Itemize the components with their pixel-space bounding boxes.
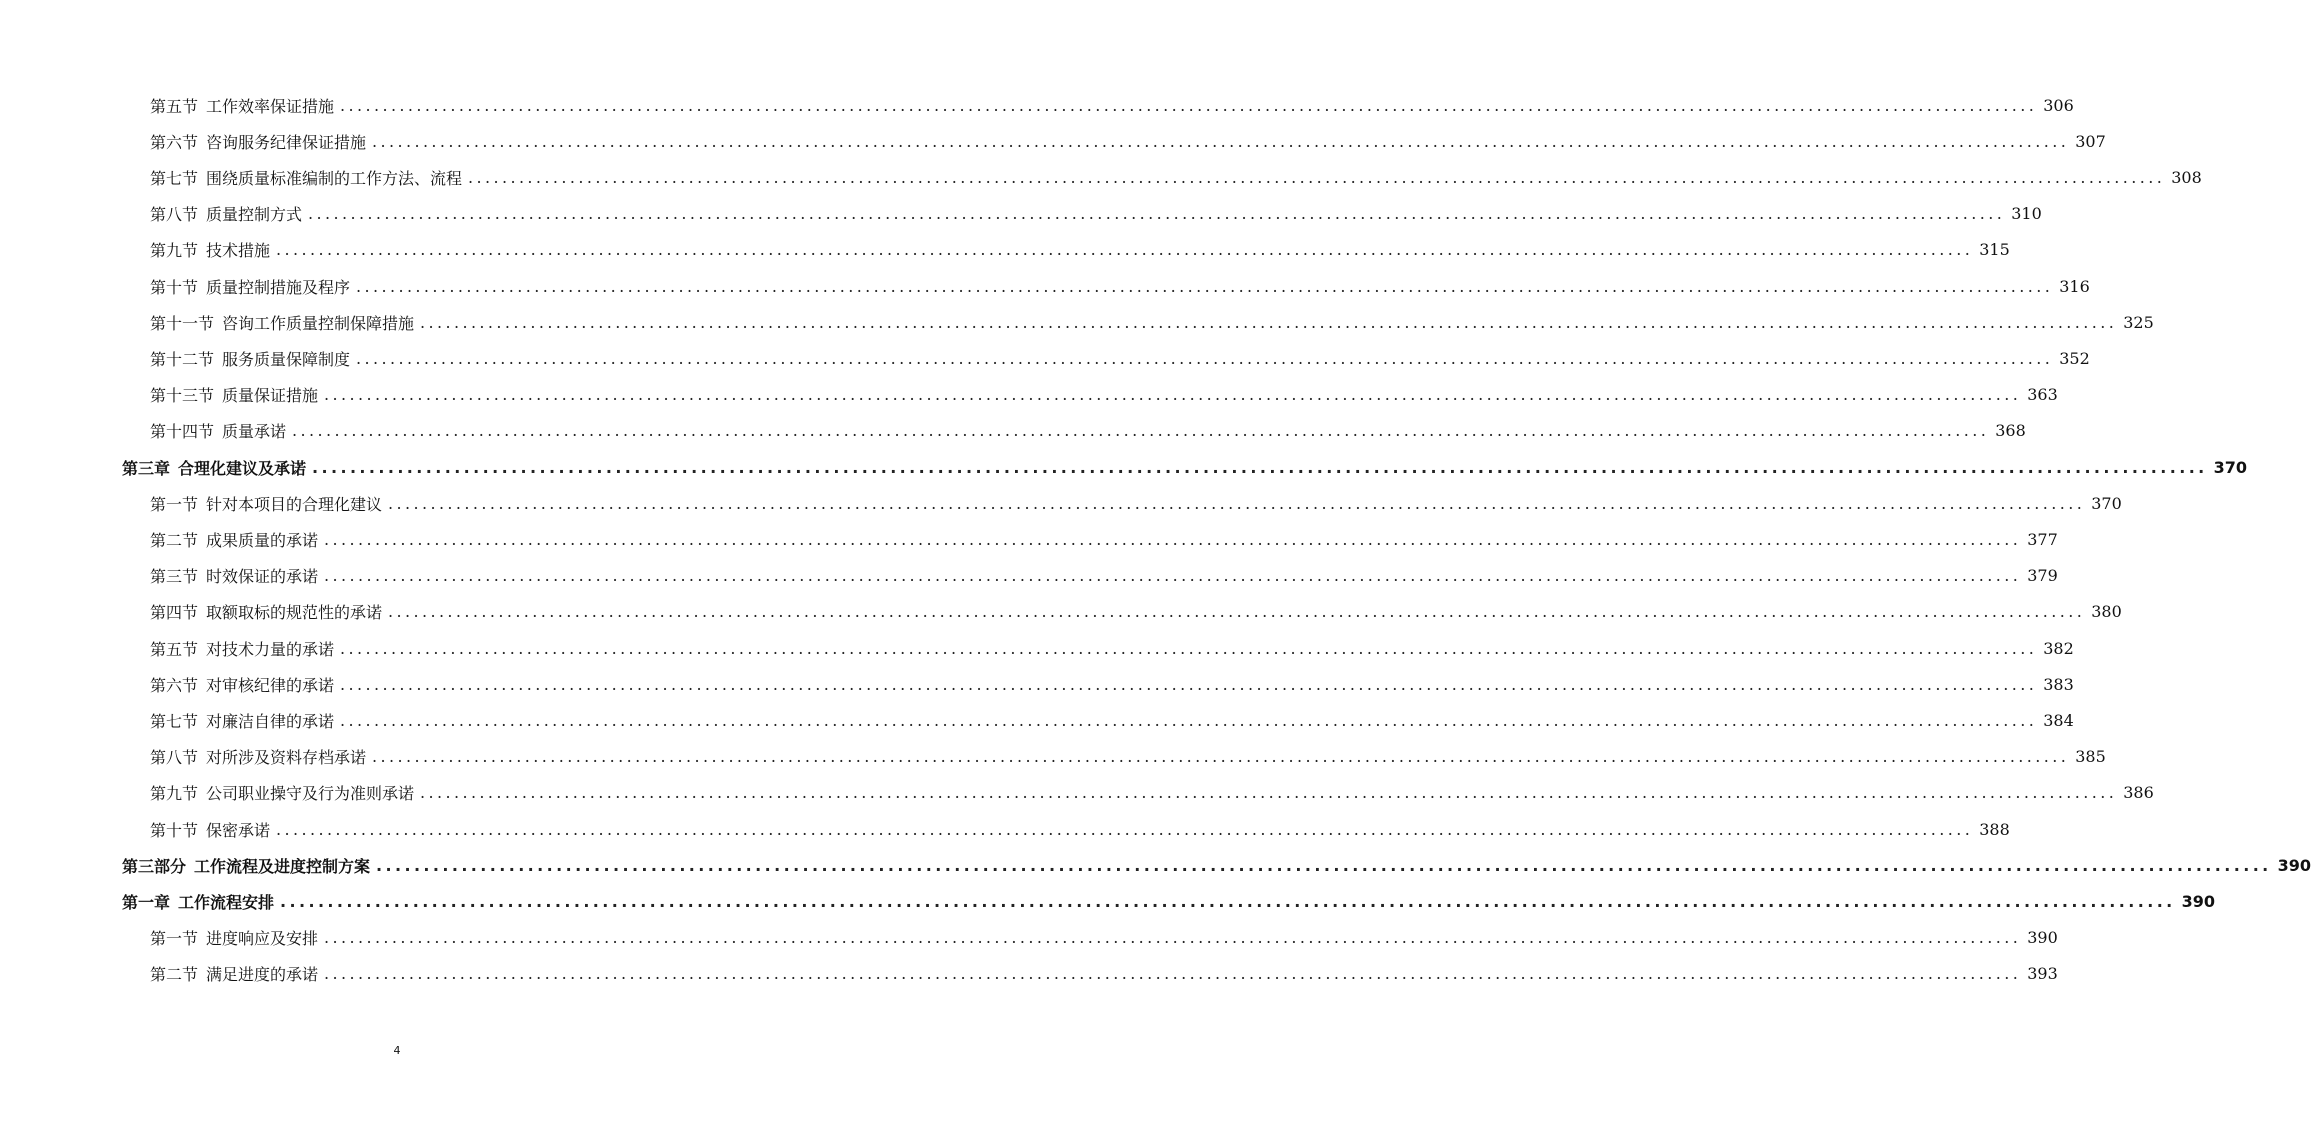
toc-dot-leader: ........................................................................................................................................................................................................ xyxy=(372,131,2070,151)
toc-entry[interactable] xyxy=(0,850,2311,880)
toc-entry-title: 进度响应及安排 xyxy=(206,929,319,949)
toc-entry[interactable] xyxy=(0,271,2090,301)
toc-dot-leader: ........................................................................................................................................................................................................ xyxy=(340,674,2038,694)
toc-entry-page: 370 xyxy=(2091,493,2122,513)
toc-entry-label xyxy=(150,745,366,768)
toc-dot-leader: ........................................................................................................................................................................................................ xyxy=(276,819,1974,839)
toc-entry-page: 308 xyxy=(2171,167,2202,187)
toc-entry[interactable] xyxy=(0,452,2248,482)
toc-entry-label xyxy=(122,456,306,479)
toc-entry-number: 第五节 xyxy=(150,639,199,659)
toc-entry-label xyxy=(150,311,414,334)
toc-entry-title: 保密承诺 xyxy=(206,820,271,840)
toc-entry-label xyxy=(150,637,334,660)
toc-dot-leader: ........................................................................................................................................................................................................ xyxy=(356,276,2054,296)
toc-entry-label xyxy=(150,926,318,949)
toc-entry-number: 第三节 xyxy=(150,567,199,587)
toc-entry-label xyxy=(150,383,318,406)
toc-entry[interactable] xyxy=(0,235,2010,265)
toc-entry-number: 第十三节 xyxy=(150,386,215,406)
toc-entry-title: 工作效率保证措施 xyxy=(206,96,335,116)
toc-dot-leader: ........................................................................................................................................................................................................ xyxy=(468,167,2166,187)
toc-entry-label xyxy=(150,709,334,732)
toc-entry-number: 第八节 xyxy=(150,748,199,768)
toc-entry-page: 390 xyxy=(2277,855,2311,875)
toc-entry-label xyxy=(122,854,370,877)
toc-entry-page: 315 xyxy=(1979,240,2010,260)
toc-entry-label xyxy=(150,275,350,298)
toc-entry-number: 第九节 xyxy=(150,784,199,804)
toc-entry-number: 第十节 xyxy=(150,820,199,840)
toc-entry[interactable] xyxy=(0,669,2074,699)
toc-entry-page: 306 xyxy=(2043,95,2074,115)
toc-entry-title: 质量控制措施及程序 xyxy=(206,277,351,297)
toc-dot-leader: ........................................................................................................................................................................................................ xyxy=(340,95,2038,115)
toc-entry-label xyxy=(150,818,270,841)
toc-entry-title: 工作流程安排 xyxy=(178,892,275,912)
toc-entry-page: 352 xyxy=(2059,348,2090,368)
toc-entry-label xyxy=(150,564,318,587)
toc-entry-page: 393 xyxy=(2027,964,2058,984)
toc-entry-page: 307 xyxy=(2075,131,2106,151)
toc-dot-leader: ........................................................................................................................................................................................................ xyxy=(340,710,2038,730)
toc-entry-page: 383 xyxy=(2043,674,2074,694)
toc-entry[interactable] xyxy=(0,742,2106,772)
toc-entry-page: 370 xyxy=(2213,457,2248,477)
toc-entry-label xyxy=(150,528,318,551)
toc-entry-label xyxy=(150,673,334,696)
toc-entry-page: 325 xyxy=(2123,312,2154,332)
toc-entry-title: 公司职业操守及行为准则承诺 xyxy=(206,784,415,804)
toc-entry[interactable] xyxy=(0,561,2058,591)
toc-dot-leader: ........................................................................................................................................................................................................ xyxy=(420,783,2118,803)
toc-dot-leader: ........................................................................................................................................................................................................ xyxy=(308,204,2006,224)
toc-dot-leader: ........................................................................................................................................................................................................ xyxy=(276,240,1974,260)
toc-dot-leader: ........................................................................................................................................................................................................ xyxy=(420,312,2118,332)
toc-entry-page: 363 xyxy=(2027,385,2058,405)
toc-entry-number: 第十四节 xyxy=(150,422,215,442)
toc-entry-page: 384 xyxy=(2043,710,2074,730)
toc-entry-title: 对审核纪律的承诺 xyxy=(206,675,335,695)
toc-dot-leader: ........................................................................................................................................................................................................ xyxy=(376,855,2272,875)
toc-entry-label xyxy=(150,202,302,225)
toc-entry[interactable] xyxy=(0,126,2106,156)
toc-entry-title: 技术措施 xyxy=(206,241,271,261)
toc-entry-label xyxy=(150,962,318,985)
toc-entry[interactable] xyxy=(0,778,2154,808)
toc-entry-title: 对廉洁自律的承诺 xyxy=(206,711,335,731)
toc-entry[interactable] xyxy=(0,923,2058,953)
toc-entry-page: 316 xyxy=(2059,276,2090,296)
toc-entry-title: 对所涉及资料存档承诺 xyxy=(206,748,367,768)
toc-entry-page: 379 xyxy=(2027,566,2058,586)
toc-entry[interactable] xyxy=(0,90,2074,120)
toc-entry-label xyxy=(122,890,274,913)
toc-dot-leader: ........................................................................................................................................................................................................ xyxy=(340,638,2038,658)
toc-dot-leader: ........................................................................................................................................................................................................ xyxy=(324,928,2022,948)
toc-entry-title: 围绕质量标准编制的工作方法、流程 xyxy=(206,168,463,188)
toc-entry-label xyxy=(150,238,270,261)
toc-entry-page: 390 xyxy=(2181,891,2216,911)
toc-entry-title: 取额取标的规范性的承诺 xyxy=(206,603,383,623)
toc-entry-label xyxy=(150,130,366,153)
toc-entry-title: 时效保证的承诺 xyxy=(206,567,319,587)
toc-entry-label xyxy=(150,347,350,370)
toc-dot-leader: ........................................................................................................................................................................................................ xyxy=(312,457,2208,477)
toc-entry-title: 满足进度的承诺 xyxy=(206,965,319,985)
toc-entry-title: 工作流程及进度控制方案 xyxy=(194,856,371,876)
toc-entry-number: 第十节 xyxy=(150,277,199,297)
toc-entry-title: 咨询服务纪律保证措施 xyxy=(206,132,367,152)
toc-entry-number: 第四节 xyxy=(150,603,199,623)
toc-entry[interactable] xyxy=(0,959,2058,989)
toc-entry-number: 第六节 xyxy=(150,675,199,695)
toc-entry-title: 成果质量的承诺 xyxy=(206,530,319,550)
toc-entry-page: 388 xyxy=(1979,819,2010,839)
toc-entry-label xyxy=(150,781,414,804)
toc-entry[interactable] xyxy=(0,162,2202,192)
toc-entry[interactable] xyxy=(0,705,2074,735)
toc-dot-leader: ........................................................................................................................................................................................................ xyxy=(324,566,2022,586)
toc-dot-leader: ........................................................................................................................................................................................................ xyxy=(372,747,2070,767)
toc-entry-title: 咨询工作质量控制保障措施 xyxy=(222,313,415,333)
toc-entry-number: 第十一节 xyxy=(150,313,215,333)
toc-entry[interactable] xyxy=(0,307,2154,337)
toc-entry-number: 第一节 xyxy=(150,494,199,514)
toc-entry-page: 390 xyxy=(2027,928,2058,948)
toc-entry-title: 质量控制方式 xyxy=(206,205,303,225)
toc-entry-number: 第九节 xyxy=(150,241,199,261)
toc-entry-page: 380 xyxy=(2091,602,2122,622)
toc-entry[interactable] xyxy=(0,633,2074,663)
toc-dot-leader: ........................................................................................................................................................................................................ xyxy=(324,385,2022,405)
toc-entry-title: 质量保证措施 xyxy=(222,386,319,406)
toc-entry-page: 368 xyxy=(1995,421,2026,441)
toc-entry-page: 377 xyxy=(2027,529,2058,549)
toc-entry[interactable] xyxy=(0,597,2122,627)
toc-entry-number: 第六节 xyxy=(150,132,199,152)
page-number: 4 xyxy=(393,1044,401,1057)
toc-entry-number: 第一章 xyxy=(122,892,171,912)
toc-entry-number: 第七节 xyxy=(150,711,199,731)
toc-entry-label xyxy=(150,600,382,623)
toc-entry-page: 385 xyxy=(2075,747,2106,767)
toc-entry-number: 第二节 xyxy=(150,530,199,550)
toc-entry-title: 合理化建议及承诺 xyxy=(178,458,307,478)
toc-dot-leader: ........................................................................................................................................................................................................ xyxy=(292,421,1990,441)
toc-entry-title: 服务质量保障制度 xyxy=(222,349,351,369)
toc-dot-leader: ........................................................................................................................................................................................................ xyxy=(388,493,2086,513)
toc-entry-number: 第五节 xyxy=(150,96,199,116)
toc-dot-leader: ........................................................................................................................................................................................................ xyxy=(356,348,2054,368)
toc-entry-title: 质量承诺 xyxy=(222,422,287,442)
toc-entry-label xyxy=(150,94,334,117)
toc-entry[interactable] xyxy=(0,886,2216,916)
toc-entry[interactable] xyxy=(0,524,2058,554)
toc-entry-number: 第七节 xyxy=(150,168,199,188)
toc-entry[interactable] xyxy=(0,380,2058,410)
toc-dot-leader: ........................................................................................................................................................................................................ xyxy=(324,964,2022,984)
toc-entry-number: 第八节 xyxy=(150,205,199,225)
toc-entry-label xyxy=(150,419,286,442)
toc-entry-number: 第三部分 xyxy=(122,856,187,876)
toc-entry-page: 382 xyxy=(2043,638,2074,658)
toc-entry-title: 针对本项目的合理化建议 xyxy=(206,494,383,514)
toc-entry-number: 第二节 xyxy=(150,965,199,985)
toc-entry[interactable] xyxy=(0,488,2122,518)
toc-entry-number: 第三章 xyxy=(122,458,171,478)
toc-entry-title: 对技术力量的承诺 xyxy=(206,639,335,659)
toc-entry-number: 第十二节 xyxy=(150,349,215,369)
toc-entry-label xyxy=(150,166,462,189)
toc-dot-leader: ........................................................................................................................................................................................................ xyxy=(388,602,2086,622)
toc-entry[interactable] xyxy=(0,416,2026,446)
toc-dot-leader: ........................................................................................................................................................................................................ xyxy=(324,529,2022,549)
toc-entry[interactable] xyxy=(0,199,2042,229)
toc-entry[interactable] xyxy=(0,814,2010,844)
toc-entry-number: 第一节 xyxy=(150,929,199,949)
toc-dot-leader: ........................................................................................................................................................................................................ xyxy=(280,891,2176,911)
toc-entry-page: 386 xyxy=(2123,783,2154,803)
toc-entry[interactable] xyxy=(0,343,2090,373)
toc-entry-page: 310 xyxy=(2011,204,2042,224)
toc-entry-label xyxy=(150,492,382,515)
